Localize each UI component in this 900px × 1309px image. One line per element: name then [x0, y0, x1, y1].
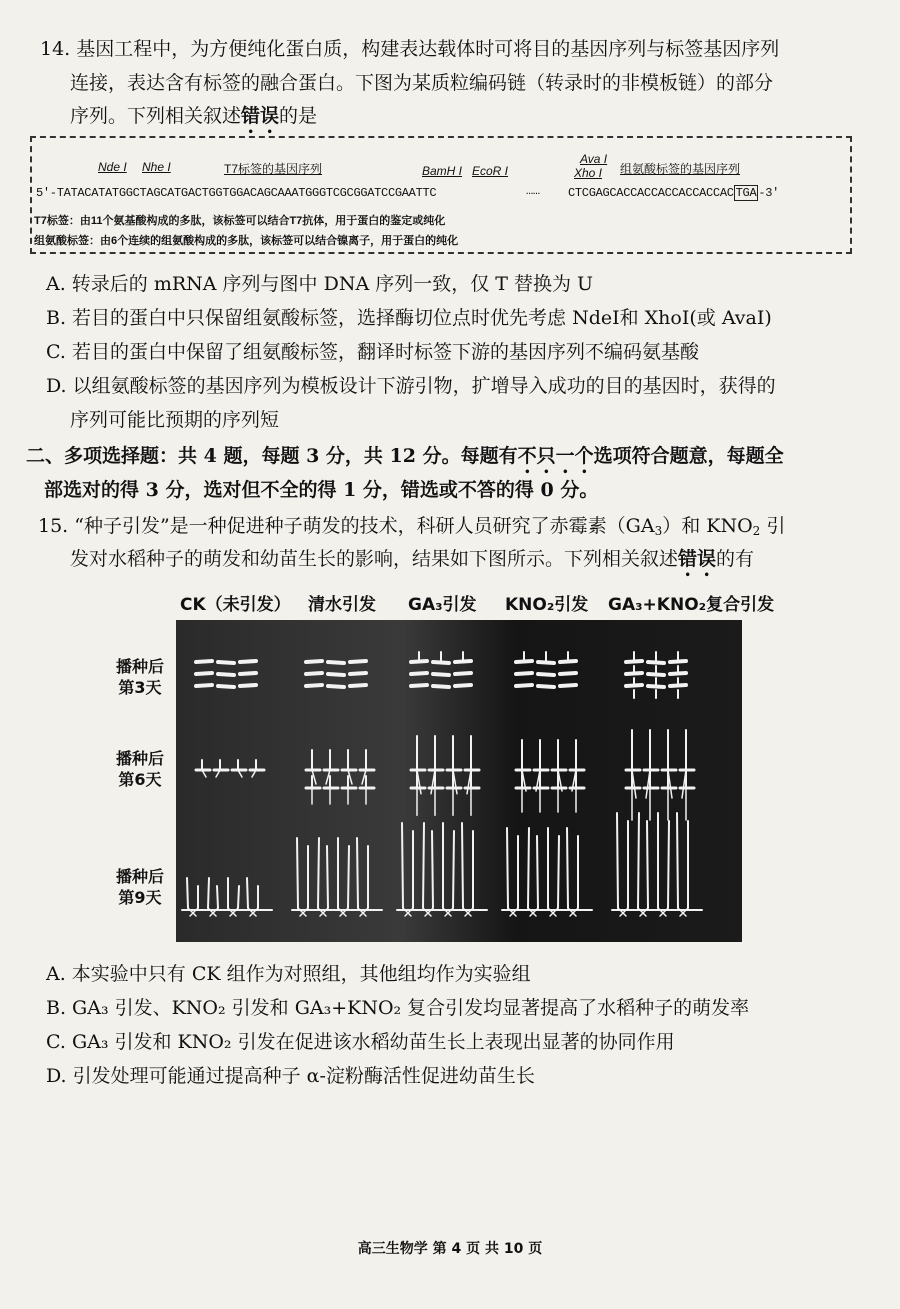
- seedling-stroke: [648, 686, 664, 687]
- seedling-stroke: [240, 673, 256, 674]
- seedling-stroke: [318, 838, 319, 908]
- seedling-stroke: [516, 685, 532, 686]
- seedling-stroke: [217, 886, 218, 908]
- seedling-stroke: [196, 685, 212, 686]
- q14-option-c: C. 若目的蛋白中保留了组氨酸标签，翻译时标签下游的基因序列不编码氨基酸: [46, 341, 699, 363]
- seedling-stroke: [218, 662, 234, 663]
- q15-option-a: A. 本实验中只有 CK 组作为对照组，其他组均作为实验组: [46, 963, 531, 985]
- emphasis-wrong-2: 错误: [678, 548, 717, 570]
- seedling-stroke: [462, 823, 463, 908]
- seedling-stroke: [196, 673, 212, 674]
- seedling-stroke: [423, 823, 424, 908]
- seedling-stroke: [453, 831, 454, 908]
- seedling-stroke: [677, 813, 678, 908]
- col-kno2: KNO₂引发: [505, 595, 589, 615]
- his-tag-label: 组氨酸标签的基因序列: [620, 162, 741, 176]
- seedling-stroke: [218, 686, 234, 687]
- seedling-stroke: [348, 846, 349, 908]
- q14-option-a: A. 转录后的 mRNA 序列与图中 DNA 序列一致，仅 T 替换为 U: [46, 273, 594, 295]
- q14-option-b: B. 若目的蛋白中只保留组氨酸标签，选择酶切位点时优先考虑 NdeⅠ和 XhoⅠ(或 AvaⅠ): [46, 307, 772, 329]
- row-day9-label: 播种后 第9天: [115, 867, 164, 907]
- seedling-stroke: [455, 685, 471, 686]
- seedling-stroke: [297, 838, 298, 908]
- site-ecor: EcoR I: [472, 164, 509, 178]
- q14-line3: 序列。下列相关叙述错误的是: [70, 105, 318, 127]
- q14-line1: 14. 基因工程中，为方便纯化蛋白质，构建表达载体时可将目的基因序列与标签基因序列: [40, 38, 780, 60]
- col-ga3: GA₃引发: [408, 595, 477, 615]
- q15-line2: 发对水稻种子的萌发和幼苗生长的影响，结果如下图所示。下列相关叙述错误的有: [70, 548, 755, 570]
- seedling-stroke: [455, 673, 471, 674]
- seedling-stroke: [647, 821, 648, 908]
- seedling-stroke: [208, 878, 209, 908]
- seedling-stroke: [247, 878, 248, 908]
- seedling-stroke: [670, 673, 686, 674]
- emphasis-wrong: 错误: [241, 105, 280, 127]
- seedling-stroke: [432, 831, 433, 908]
- q14-option-d-line1: D. 以组氨酸标签的基因序列为模板设计下游引物，扩增导入成功的目的基因时，获得的: [46, 375, 776, 397]
- seedling-stroke: [402, 823, 403, 908]
- seedling-stroke: [411, 673, 427, 674]
- t7-tag-label: T7标签的基因序列: [224, 162, 323, 176]
- seedling-stroke: [626, 673, 642, 674]
- row-day3-label: 播种后 第3天: [115, 657, 164, 697]
- section2-line2: 部选对的得 3 分，选对但不全的得 1 分，错选或不答的得 0 分。: [44, 479, 599, 501]
- site-nhe: Nhe I: [142, 160, 171, 174]
- seedling-stroke: [670, 685, 686, 686]
- seedling-stroke: [350, 661, 366, 662]
- seedling-stroke: [433, 674, 449, 675]
- site-ava: Ava I: [580, 152, 608, 166]
- seedling-stroke: [240, 685, 256, 686]
- seedling-stroke: [187, 878, 188, 908]
- seedling-stroke: [240, 661, 256, 662]
- seedling-stroke: [328, 662, 344, 663]
- sequence-right: CTCGAGCACCACCACCACCACCAC TGA -3': [568, 186, 780, 200]
- seedling-stroke: [350, 685, 366, 686]
- page-footer: 高三生物学 第 4 页 共 10 页: [357, 1241, 543, 1257]
- seedling-stroke: [538, 674, 554, 675]
- q15-option-b: B. GA₃ 引发、KNO₂ 引发和 GA₃+KNO₂ 复合引发均显著提高了水稻种子的萌发率: [46, 997, 750, 1019]
- row-day6-label: 播种后 第6天: [115, 749, 164, 789]
- q14-option-d-line2: 序列可能比预期的序列短: [70, 409, 280, 431]
- stop-codon-box: TGA: [735, 186, 757, 200]
- seedling-stroke: [411, 685, 427, 686]
- seedling-stroke: [560, 685, 576, 686]
- seedling-stroke: [218, 674, 234, 675]
- q14-line2: 连接，表达含有标签的融合蛋白。下图为某质粒编码链（转录时的非模板链）的部分: [70, 72, 774, 94]
- seedling-stroke: [357, 838, 358, 908]
- seedling-stroke: [327, 846, 328, 908]
- seedling-stroke: [626, 685, 642, 686]
- sequence-ellipsis: ……: [526, 184, 540, 198]
- seedling-photo-drawing: [176, 620, 742, 942]
- sequence-left: 5'-TATACATATGGCTAGCATGACTGGTGGACAGCAAATGGGTCGCGGATCCGAATTC: [36, 186, 437, 200]
- t7-tag-note: T7标签：由11个氨基酸构成的多肽，该标签可以结合T7抗体，用于蛋白的鉴定或纯化: [34, 215, 446, 227]
- seedling-stroke: [306, 685, 322, 686]
- seedling-stroke: [638, 813, 639, 908]
- q15-line1: 15. “种子引发”是一种促进种子萌发的技术，科研人员研究了赤霉素$(GA_3)$和 $KNO_2$ 引: [38, 515, 786, 538]
- site-bamh: BamH I: [422, 164, 463, 178]
- col-ck: CK（未引发）: [180, 595, 291, 615]
- col-combo: GA₃+KNO₂复合引发: [608, 595, 775, 615]
- q15-option-d: D. 引发处理可能通过提高种子 α-淀粉酶活性促进幼苗生长: [46, 1065, 535, 1087]
- seedling-stroke: [668, 821, 669, 908]
- plasmid-sequence-figure: [30, 136, 852, 254]
- seedling-stroke: [528, 828, 529, 908]
- seedling-stroke: [306, 661, 322, 662]
- seedling-stroke: [516, 673, 532, 674]
- site-xho: Xho I: [574, 166, 603, 180]
- seedling-stroke: [560, 673, 576, 674]
- seedling-stroke: [558, 836, 559, 908]
- seedling-stroke: [507, 828, 508, 908]
- seedling-stroke: [617, 813, 618, 908]
- seedling-stroke: [537, 836, 538, 908]
- seedling-stroke: [538, 686, 554, 687]
- his-tag-note: 组氨酸标签：由6个连续的组氨酸构成的多肽，该标签可以结合镍离子，用于蛋白的纯化: [34, 235, 459, 247]
- emphasis-more-than-one: 不只一个: [517, 445, 594, 467]
- seedling-stroke: [328, 674, 344, 675]
- seedling-stroke: [196, 661, 212, 662]
- seedling-stroke: [350, 673, 366, 674]
- seedling-stroke: [306, 673, 322, 674]
- q15-option-c: C. GA₃ 引发和 KNO₂ 引发在促进该水稻幼苗生长上表现出显著的协同作用: [46, 1031, 675, 1053]
- seedling-stroke: [328, 686, 344, 687]
- site-nde: Nde I: [98, 160, 127, 174]
- col-water: 清水引发: [308, 595, 376, 615]
- seedling-stroke: [567, 828, 568, 908]
- seedling-stroke: [238, 886, 239, 908]
- seedling-stroke: [648, 674, 664, 675]
- seedling-stroke: [433, 686, 449, 687]
- section2-line1: 二、多项选择题：共 4 题，每题 3 分，共 12 分。每题有不只一个选项符合题意，每题全: [26, 445, 784, 467]
- seedling-photo: [176, 620, 742, 942]
